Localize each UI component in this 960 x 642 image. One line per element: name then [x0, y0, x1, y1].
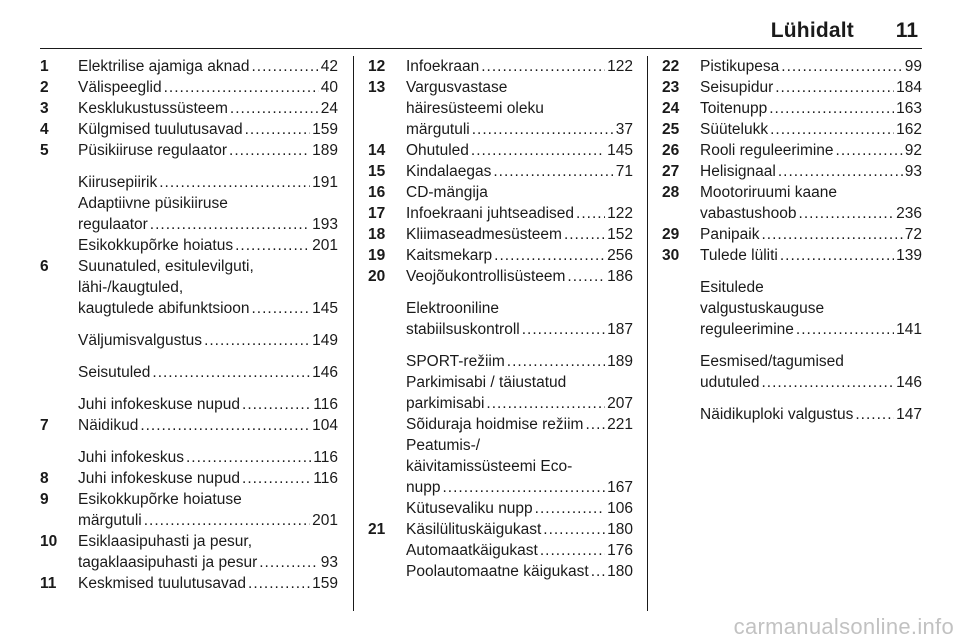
entry-last-line [78, 552, 338, 573]
entry-text: Seisutuled [78, 364, 151, 381]
entry-last-line [406, 224, 633, 245]
dot-leader [159, 172, 310, 193]
entry-text: Pistikupesa [700, 58, 780, 75]
entry-last-line [700, 319, 922, 340]
dot-leader [780, 245, 894, 266]
dot-leader [152, 362, 310, 383]
index-entry [662, 404, 922, 425]
entry-number: 18 [368, 226, 386, 243]
entry-number: 2 [40, 79, 49, 96]
entry-page: 176 [607, 542, 633, 559]
entry-last-line [406, 161, 633, 182]
entry-page: 42 [320, 58, 338, 75]
entry-number: 28 [662, 184, 680, 201]
entry-last-line [406, 319, 633, 340]
entry-number: 14 [368, 142, 386, 159]
dot-leader [799, 203, 895, 224]
index-column-3 [662, 56, 922, 608]
index-entry [40, 77, 338, 98]
index-entry [368, 266, 633, 287]
entry-text: Esiklaasipuhasti ja pesur, [78, 533, 253, 550]
entry-number: 26 [662, 142, 680, 159]
index-entry [662, 119, 922, 140]
dot-leader [836, 140, 903, 161]
entry-page: 162 [896, 121, 922, 138]
entry-last-line [78, 362, 338, 383]
entry-last-line [406, 561, 633, 582]
index-entry [662, 77, 922, 98]
entry-number: 24 [662, 100, 680, 117]
dot-leader [245, 119, 311, 140]
entry-number: 13 [368, 79, 386, 96]
index-column-1 [40, 56, 338, 608]
entry-page: 236 [896, 205, 922, 222]
entry-text: Poolautomaatne käigukast [406, 563, 589, 580]
entry-last-line [406, 351, 633, 372]
entry-page: 141 [896, 321, 922, 338]
entry-page: 24 [320, 100, 338, 117]
entry-text: Juhi infokeskuse nupud [78, 396, 241, 413]
dot-leader [248, 573, 310, 594]
entry-text: Kiirusepiirik [78, 174, 158, 191]
dot-leader [242, 468, 311, 489]
entry-last-line [78, 77, 338, 98]
entry-page: 92 [904, 142, 922, 159]
entry-text: Kaitsmekarp [406, 247, 493, 264]
dot-leader [567, 266, 605, 287]
entry-last-line [78, 415, 338, 436]
dot-leader [186, 447, 311, 468]
dot-leader [252, 298, 311, 319]
entry-text: Rooli reguleerimine [700, 142, 834, 159]
entry-page: 122 [607, 205, 633, 222]
entry-text: lähi-/kaugtuled, [78, 279, 184, 296]
entry-text: parkimisabi [406, 395, 485, 412]
entry-last-line [406, 56, 633, 77]
entry-last-line [78, 298, 338, 319]
entry-last-line [78, 119, 338, 140]
entry-text: regulaator [78, 216, 148, 233]
entry-number: 12 [368, 58, 386, 75]
entry-last-line [78, 140, 338, 161]
watermark: carmanualsonline.info [733, 614, 954, 639]
dot-leader [855, 404, 894, 425]
index-entry [662, 277, 922, 340]
entry-last-line [78, 235, 338, 256]
index-entry [368, 435, 633, 498]
dot-leader [507, 351, 605, 372]
entry-last-line [700, 224, 922, 245]
column-divider [353, 56, 354, 611]
entry-page: 191 [312, 174, 338, 191]
index-entry [40, 468, 338, 489]
entry-last-line [406, 540, 633, 561]
entry-text: Kliimaseadmesüsteem [406, 226, 562, 243]
entry-last-line [406, 245, 633, 266]
index-entry [40, 98, 338, 119]
index-entry [368, 372, 633, 414]
index-entry [40, 415, 338, 436]
entry-text: Ohutuled [406, 142, 469, 159]
entry-last-line [700, 404, 922, 425]
dot-leader [585, 414, 605, 435]
entry-last-line [700, 119, 922, 140]
entry-number: 27 [662, 163, 680, 180]
entry-last-line [406, 182, 633, 203]
dot-leader [761, 224, 902, 245]
entry-number: 8 [40, 470, 49, 487]
page-header [40, 0, 922, 49]
entry-text: Näidikuploki valgustus [700, 406, 854, 423]
index-entry [662, 140, 922, 161]
index-entry [40, 56, 338, 77]
dot-leader [770, 119, 894, 140]
entry-text: märgutuli [78, 512, 142, 529]
index-entry [368, 414, 633, 435]
index-entry [368, 298, 633, 340]
entry-last-line [700, 161, 922, 182]
dot-leader [259, 552, 319, 573]
dot-leader [796, 319, 894, 340]
entry-text: kaugtulede abifunktsioon [78, 300, 250, 317]
dot-leader [235, 235, 310, 256]
index-entry [40, 193, 338, 235]
entry-number: 10 [40, 533, 58, 550]
index-entry [662, 98, 922, 119]
entry-last-line [406, 498, 633, 519]
entry-page: 106 [607, 500, 633, 517]
entry-text: Püsikiiruse regulaator [78, 142, 228, 159]
index-entry [368, 561, 633, 582]
dot-leader [775, 77, 894, 98]
entry-text: Peatumis-/ [406, 437, 481, 454]
entry-page: 37 [615, 121, 633, 138]
entry-text: Suunatuled, esitulevilguti, [78, 258, 254, 275]
entry-page: 40 [320, 79, 338, 96]
dot-leader [481, 56, 605, 77]
index-entry [40, 235, 338, 256]
entry-text: nupp [406, 479, 441, 496]
entry-page: 116 [313, 470, 338, 487]
index-entry [368, 498, 633, 519]
index-entry [368, 203, 633, 224]
index-entry [368, 182, 633, 203]
entry-last-line [78, 468, 338, 489]
entry-number: 11 [40, 575, 57, 592]
entry-page: 122 [607, 58, 633, 75]
entry-text: udutuled [700, 374, 760, 391]
entry-last-line [406, 119, 633, 140]
entry-text: Sõiduraja hoidmise režiim [406, 416, 584, 433]
entry-page: 149 [312, 332, 338, 349]
index-entry [40, 330, 338, 351]
entry-page: 139 [896, 247, 922, 264]
entry-last-line [406, 203, 633, 224]
index-entry [40, 531, 338, 573]
dot-leader [472, 119, 614, 140]
entry-text: Kesklukustussüsteem [78, 100, 228, 117]
entry-text: Külgmised tuulutusavad [78, 121, 243, 138]
dot-leader [781, 56, 902, 77]
entry-number: 3 [40, 100, 49, 117]
entry-text: Esitulede [700, 279, 764, 296]
entry-last-line [700, 203, 922, 224]
index-entry [40, 140, 338, 161]
entry-text: Veojõukontrollisüsteem [406, 268, 566, 285]
dot-leader [442, 477, 605, 498]
entry-text: vabastushoob [700, 205, 797, 222]
entry-text: Panipaik [700, 226, 760, 243]
index-entry [368, 540, 633, 561]
entry-last-line [700, 372, 922, 393]
dot-leader [778, 161, 903, 182]
entry-last-line [78, 394, 338, 415]
index-entry [368, 77, 633, 140]
entry-text: Eesmised/tagumised [700, 353, 844, 370]
index-entry [662, 351, 922, 393]
entry-number: 22 [662, 58, 680, 75]
entry-page: 146 [312, 364, 338, 381]
entry-page: 146 [896, 374, 922, 391]
entry-text: Välispeeglid [78, 79, 162, 96]
entry-number: 15 [368, 163, 386, 180]
dot-leader [494, 245, 605, 266]
index-entry [40, 172, 338, 193]
entry-text: Parkimisabi / täiustatud [406, 374, 567, 391]
index-entry [662, 161, 922, 182]
index-entry [662, 245, 922, 266]
index-entry [368, 519, 633, 540]
entry-last-line [78, 330, 338, 351]
index-column-2 [368, 56, 633, 608]
entry-text: Näidikud [78, 417, 139, 434]
index-entry [40, 394, 338, 415]
entry-page: 145 [312, 300, 338, 317]
entry-page: 221 [607, 416, 633, 433]
dot-leader [251, 56, 318, 77]
entry-last-line [406, 477, 633, 498]
entry-last-line [78, 214, 338, 235]
dot-leader [140, 415, 310, 436]
dot-leader [150, 214, 310, 235]
index-entry [368, 161, 633, 182]
entry-text: häiresüsteemi oleku [406, 100, 544, 117]
index-entry [40, 573, 338, 594]
dot-leader [242, 394, 311, 415]
entry-number: 23 [662, 79, 680, 96]
entry-page: 152 [607, 226, 633, 243]
entry-last-line [78, 172, 338, 193]
entry-text: Juhi infokeskus [78, 449, 184, 466]
dot-leader [164, 77, 319, 98]
entry-last-line [78, 56, 338, 77]
entry-number: 5 [40, 142, 49, 159]
entry-last-line [700, 77, 922, 98]
entry-page: 189 [607, 353, 633, 370]
entry-text: Juhi infokeskuse nupud [78, 470, 241, 487]
entry-last-line [406, 414, 633, 435]
dot-leader [486, 393, 605, 414]
index-entry [40, 447, 338, 468]
page-number: 11 [895, 19, 918, 42]
entry-text: SPORT-režiim [406, 353, 505, 370]
dot-leader [543, 519, 605, 540]
entry-last-line [406, 393, 633, 414]
entry-text: reguleerimine [700, 321, 794, 338]
entry-text: Kütusevaliku nupp [406, 500, 533, 517]
entry-last-line [78, 447, 338, 468]
dot-leader [591, 561, 605, 582]
entry-page: 207 [607, 395, 633, 412]
entry-text: märgutuli [406, 121, 470, 138]
entry-page: 93 [320, 554, 338, 571]
entry-last-line [406, 266, 633, 287]
entry-number: 4 [40, 121, 49, 138]
entry-page: 104 [312, 417, 338, 434]
entry-page: 159 [312, 121, 338, 138]
entry-number: 21 [368, 521, 386, 538]
entry-page: 72 [904, 226, 922, 243]
entry-text: Adaptiivne püsikiiruse [78, 195, 228, 212]
dot-leader [493, 161, 613, 182]
index-entry [368, 245, 633, 266]
entry-last-line [406, 519, 633, 540]
entry-page: 201 [312, 512, 338, 529]
entry-number: 1 [40, 58, 49, 75]
entry-last-line [700, 56, 922, 77]
entry-text: Keskmised tuulutusavad [78, 575, 247, 592]
entry-page: 186 [607, 268, 633, 285]
dot-leader [576, 203, 605, 224]
entry-page: 187 [607, 321, 633, 338]
index-entry [40, 256, 338, 319]
dot-leader [761, 372, 894, 393]
entry-last-line [78, 573, 338, 594]
entry-page: 180 [607, 521, 633, 538]
index-entry [662, 56, 922, 77]
entry-text: CD-mängija [406, 184, 488, 201]
entry-page: 116 [313, 396, 338, 413]
entry-page: 116 [313, 449, 338, 466]
dot-leader [230, 98, 319, 119]
index-entry [368, 224, 633, 245]
dot-leader [204, 330, 310, 351]
entry-last-line [78, 98, 338, 119]
entry-page: 193 [312, 216, 338, 233]
entry-page: 159 [312, 575, 338, 592]
entry-text: Seisupidur [700, 79, 774, 96]
entry-text: stabiilsuskontroll [406, 321, 520, 338]
entry-number: 29 [662, 226, 680, 243]
entry-text: tagaklaasipuhasti ja pesur [78, 554, 258, 571]
entry-page: 256 [607, 247, 633, 264]
entry-last-line [700, 98, 922, 119]
entry-page: 145 [607, 142, 633, 159]
entry-text: käivitamissüsteemi Eco- [406, 458, 573, 475]
dot-leader [564, 224, 605, 245]
entry-text: Kindalaegas [406, 163, 492, 180]
entry-number: 30 [662, 247, 680, 264]
dot-leader [535, 498, 605, 519]
dot-leader [540, 540, 605, 561]
index-entry [40, 119, 338, 140]
entry-page: 189 [312, 142, 338, 159]
entry-last-line [78, 510, 338, 531]
entry-text: Automaatkäigukast [406, 542, 538, 559]
entry-text: valgustuskauguse [700, 300, 825, 317]
entry-text: Väljumisvalgustus [78, 332, 203, 349]
dot-leader [144, 510, 310, 531]
index-entry [662, 224, 922, 245]
entry-number: 6 [40, 258, 49, 275]
index-entry [368, 140, 633, 161]
entry-page: 147 [896, 406, 922, 423]
entry-number: 16 [368, 184, 386, 201]
entry-page: 93 [904, 163, 922, 180]
entry-last-line [700, 140, 922, 161]
index-entry [662, 182, 922, 224]
entry-text: Elektrooniline [406, 300, 500, 317]
entry-page: 71 [615, 163, 633, 180]
entry-text: Süütelukk [700, 121, 769, 138]
dot-leader [769, 98, 894, 119]
entry-text: Infoekraan [406, 58, 480, 75]
entry-last-line [406, 140, 633, 161]
entry-page: 184 [896, 79, 922, 96]
entry-text: Elektrilise ajamiga aknad [78, 58, 250, 75]
entry-number: 25 [662, 121, 680, 138]
entry-number: 17 [368, 205, 386, 222]
index-entry [368, 351, 633, 372]
entry-text: Esikokkupõrke hoiatuse [78, 491, 242, 508]
entry-last-line [700, 245, 922, 266]
entry-page: 99 [904, 58, 922, 75]
page-title: Lühidalt [770, 19, 854, 42]
entry-text: Esikokkupõrke hoiatus [78, 237, 234, 254]
dot-leader [522, 319, 605, 340]
entry-text: Mootoriruumi kaane [700, 184, 837, 201]
entry-number: 20 [368, 268, 386, 285]
entry-number: 9 [40, 491, 49, 508]
entry-page: 180 [607, 563, 633, 580]
dot-leader [471, 140, 605, 161]
entry-page: 201 [312, 237, 338, 254]
entry-page: 167 [607, 479, 633, 496]
index-entry [368, 56, 633, 77]
entry-text: Toitenupp [700, 100, 768, 117]
index-entry [40, 489, 338, 531]
entry-text: Infoekraani juhtseadised [406, 205, 575, 222]
column-divider [647, 56, 648, 611]
entry-number: 7 [40, 417, 49, 434]
entry-text: Tulede lüliti [700, 247, 778, 264]
dot-leader [229, 140, 310, 161]
index-entry [40, 362, 338, 383]
entry-page: 163 [896, 100, 922, 117]
entry-text: Helisignaal [700, 163, 776, 180]
entry-text: Käsilülituskäigukast [406, 521, 542, 538]
entry-text: Vargusvastase [406, 79, 508, 96]
entry-number: 19 [368, 247, 386, 264]
